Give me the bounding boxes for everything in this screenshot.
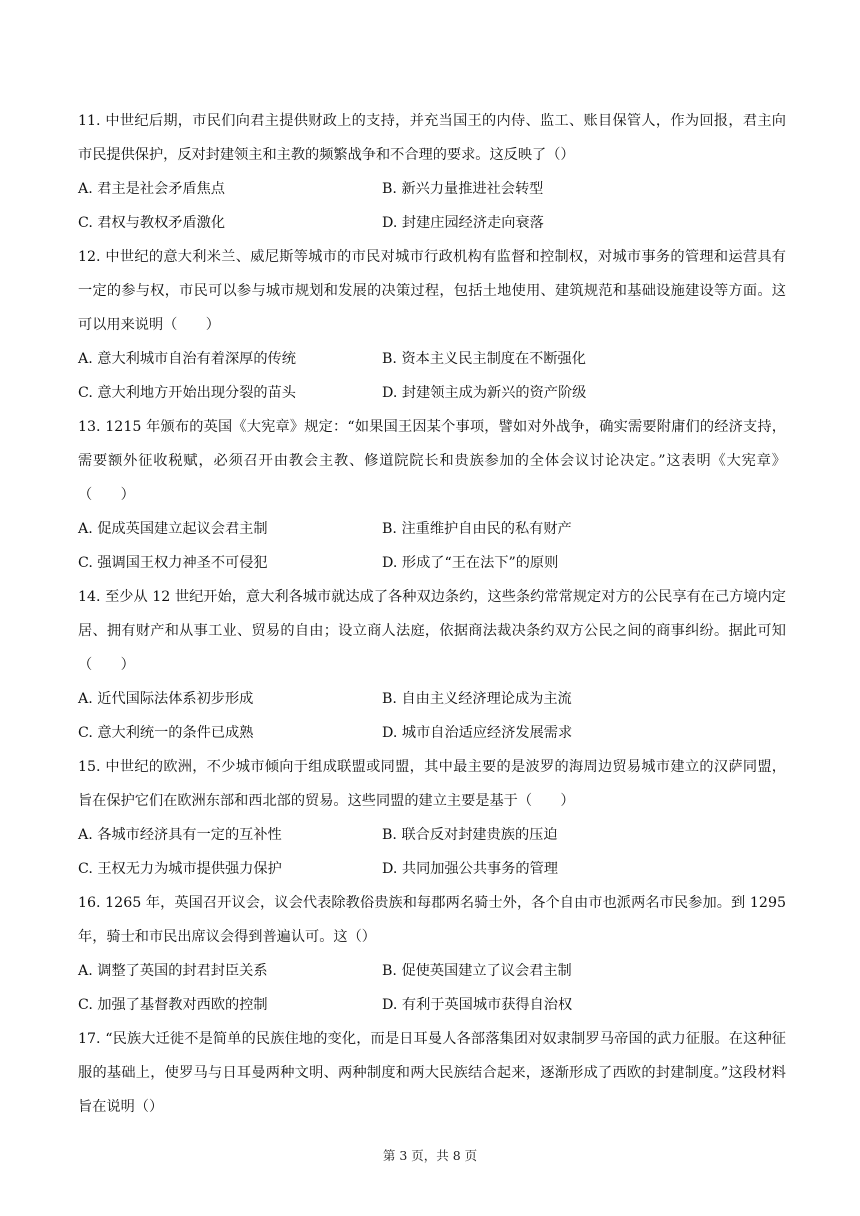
option-a: A. 君主是社会矛盾焦点: [78, 181, 225, 197]
question-stem: 15. 中世纪的欧洲，不少城市倾向于组成联盟或同盟，其中最主要的是波罗的海周边贸易城市建立的汉萨同盟，旨在保护它们在欧洲东部和西北部的贸易。这些同盟的建立主要是基于（ ）: [78, 759, 786, 809]
question-17: [78, 1022, 786, 1124]
option-d: D. 共同加强公共事务的管理: [382, 861, 558, 877]
option-b: B. 促使英国建立了议会君主制: [382, 963, 572, 979]
option-list: [78, 818, 786, 886]
question-stem: 16. 1265 年，英国召开议会，议会代表除教俗贵族和每郡两名骑士外，各个自由市也派两名市民参加。到 1295 年，骑士和市民出席议会得到普遍认可。这（）: [78, 895, 786, 945]
question-stem: 13. 1215 年颁布的英国《大宪章》规定：“如果国王因某个事项，譬如对外战争，确实需要附庸们的经济支持，需要额外征收税赋，必须召开由教会主教、修道院院长和贵族参加的全体会议讨论决定。”这表明《大宪章》（ ）: [78, 419, 786, 503]
option-b: B. 注重维护自由民的私有财产: [382, 521, 572, 537]
option-c: C. 加强了基督教对西欧的控制: [78, 997, 268, 1013]
question-stem: 12. 中世纪的意大利米兰、威尼斯等城市的市民对城市行政机构有监督和控制权，对城市事务的管理和运营具有一定的参与权，市民可以参与城市规划和发展的决策过程，包括土地使用、建筑规范和基础设施建设等方面。这可以用来说明（ ）: [78, 249, 786, 333]
question-13: [78, 410, 786, 580]
option-d: D. 形成了“王在法下”的原则: [382, 555, 559, 571]
question-16: [78, 886, 786, 1022]
option-a: A. 意大利城市自治有着深厚的传统: [78, 351, 296, 367]
option-c: C. 意大利地方开始出现分裂的苗头: [78, 385, 296, 401]
option-d: D. 有利于英国城市获得自治权: [382, 997, 573, 1013]
option-d: D. 封建庄园经济走向衰落: [382, 215, 544, 231]
question-12: [78, 240, 786, 410]
option-b: B. 资本主义民主制度在不断强化: [382, 351, 586, 367]
question-14: [78, 580, 786, 750]
option-a: A. 近代国际法体系初步形成: [78, 691, 254, 707]
option-a: A. 促成英国建立起议会君主制: [78, 521, 268, 537]
option-c: C. 君权与教权矛盾激化: [78, 215, 226, 231]
page-footer: 第 3 页，共 8 页: [382, 1148, 478, 1163]
option-d: D. 城市自治适应经济发展需求: [382, 725, 573, 741]
question-list: [78, 104, 786, 1124]
option-c: C. 强调国王权力神圣不可侵犯: [78, 555, 268, 571]
question-11: [78, 104, 786, 240]
option-a: A. 调整了英国的封君封臣关系: [78, 963, 268, 979]
option-b: B. 联合反对封建贵族的压迫: [382, 827, 558, 843]
question-stem: 14. 至少从 12 世纪开始，意大利各城市就达成了各种双边条约，这些条约常常规定对方的公民享有在己方境内定居、拥有财产和从事工业、贸易的自由；设立商人法庭，依据商法裁决条约双方公民之间的商事纠纷。据此可知（ ）: [78, 589, 786, 673]
option-c: C. 意大利统一的条件已成熟: [78, 725, 254, 741]
question-stem: 17. “民族大迁徙不是简单的民族住地的变化，而是日耳曼人各部落集团对奴隶制罗马帝国的武力征服。在这种征服的基础上，使罗马与日耳曼两种文明、两种制度和两大民族结合起来，逐渐形成了西欧的封建制度。”这段材料旨在说明（）: [78, 1031, 786, 1115]
option-c: C. 王权无力为城市提供强力保护: [78, 861, 282, 877]
option-list: [78, 172, 786, 240]
question-15: [78, 750, 786, 886]
option-b: B. 自由主义经济理论成为主流: [382, 691, 572, 707]
option-a: A. 各城市经济具有一定的互补性: [78, 827, 282, 843]
option-list: [78, 512, 786, 580]
option-list: [78, 954, 786, 1022]
option-list: [78, 342, 786, 410]
option-b: B. 新兴力量推进社会转型: [382, 181, 544, 197]
question-stem: 11. 中世纪后期，市民们向君主提供财政上的支持，并充当国王的内侍、监工、账目保管人，作为回报，君主向市民提供保护，反对封建领主和主教的频繁战争和不合理的要求。这反映了（）: [78, 113, 786, 163]
option-list: [78, 682, 786, 750]
option-d: D. 封建领主成为新兴的资产阶级: [382, 385, 587, 401]
